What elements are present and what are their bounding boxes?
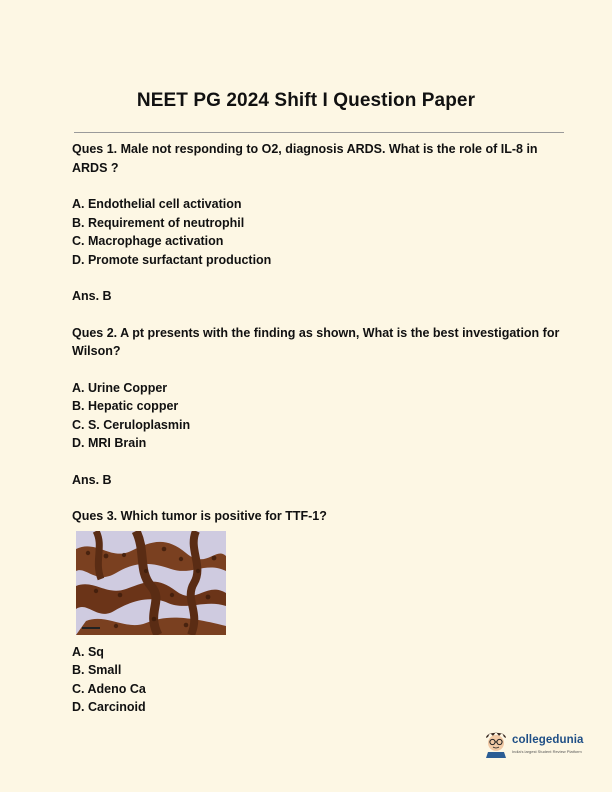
option-c: C. S. Ceruloplasmin bbox=[72, 417, 191, 432]
option-d: D. Carcinoid bbox=[72, 700, 146, 714]
question-2 bbox=[72, 324, 562, 490]
options-list bbox=[72, 643, 562, 717]
option-d: D. Promote surfactant production bbox=[72, 252, 272, 267]
option-b: B. Small bbox=[72, 663, 122, 677]
scale-bar bbox=[82, 627, 100, 629]
option-a: A. Sq bbox=[72, 644, 104, 659]
question-text: Ques 1. Male not responding to O2, diagnosis ARDS. What is the role of IL-8 in ARDS ? bbox=[72, 142, 538, 175]
option-c: C. Macrophage activation bbox=[72, 234, 224, 248]
title-divider bbox=[74, 132, 564, 133]
page-title: NEET PG 2024 Shift I Question Paper bbox=[136, 90, 476, 111]
question-text: Ques 3. Which tumor is positive for TTF-1? bbox=[72, 509, 327, 523]
question-text: Ques 2. A pt presents with the finding as shown, What is the best investigation for Wilson? bbox=[72, 325, 560, 358]
option-a: A. Urine Copper bbox=[72, 380, 168, 395]
answer: Ans. B bbox=[72, 289, 112, 303]
options-list bbox=[72, 195, 562, 269]
histology-image bbox=[76, 531, 226, 635]
brand-tagline: India's largest Student Review Platform bbox=[512, 749, 582, 754]
options-list bbox=[72, 379, 562, 453]
question-list bbox=[72, 140, 562, 735]
brand-name: collegedunia bbox=[512, 734, 584, 746]
option-d: D. MRI Brain bbox=[72, 436, 147, 450]
answer: Ans. B bbox=[72, 472, 112, 487]
option-c: C. Adeno Ca bbox=[72, 681, 146, 696]
ttf1-stain-micrograph bbox=[76, 531, 226, 635]
question-1 bbox=[72, 140, 562, 306]
question-3 bbox=[72, 507, 562, 717]
collegedunia-logo[interactable] bbox=[482, 728, 592, 762]
option-b: B. Hepatic copper bbox=[72, 399, 179, 413]
option-a: A. Endothelial cell activation bbox=[72, 197, 242, 211]
mascot-icon bbox=[482, 728, 510, 758]
option-b: B. Requirement of neutrophil bbox=[72, 215, 245, 230]
